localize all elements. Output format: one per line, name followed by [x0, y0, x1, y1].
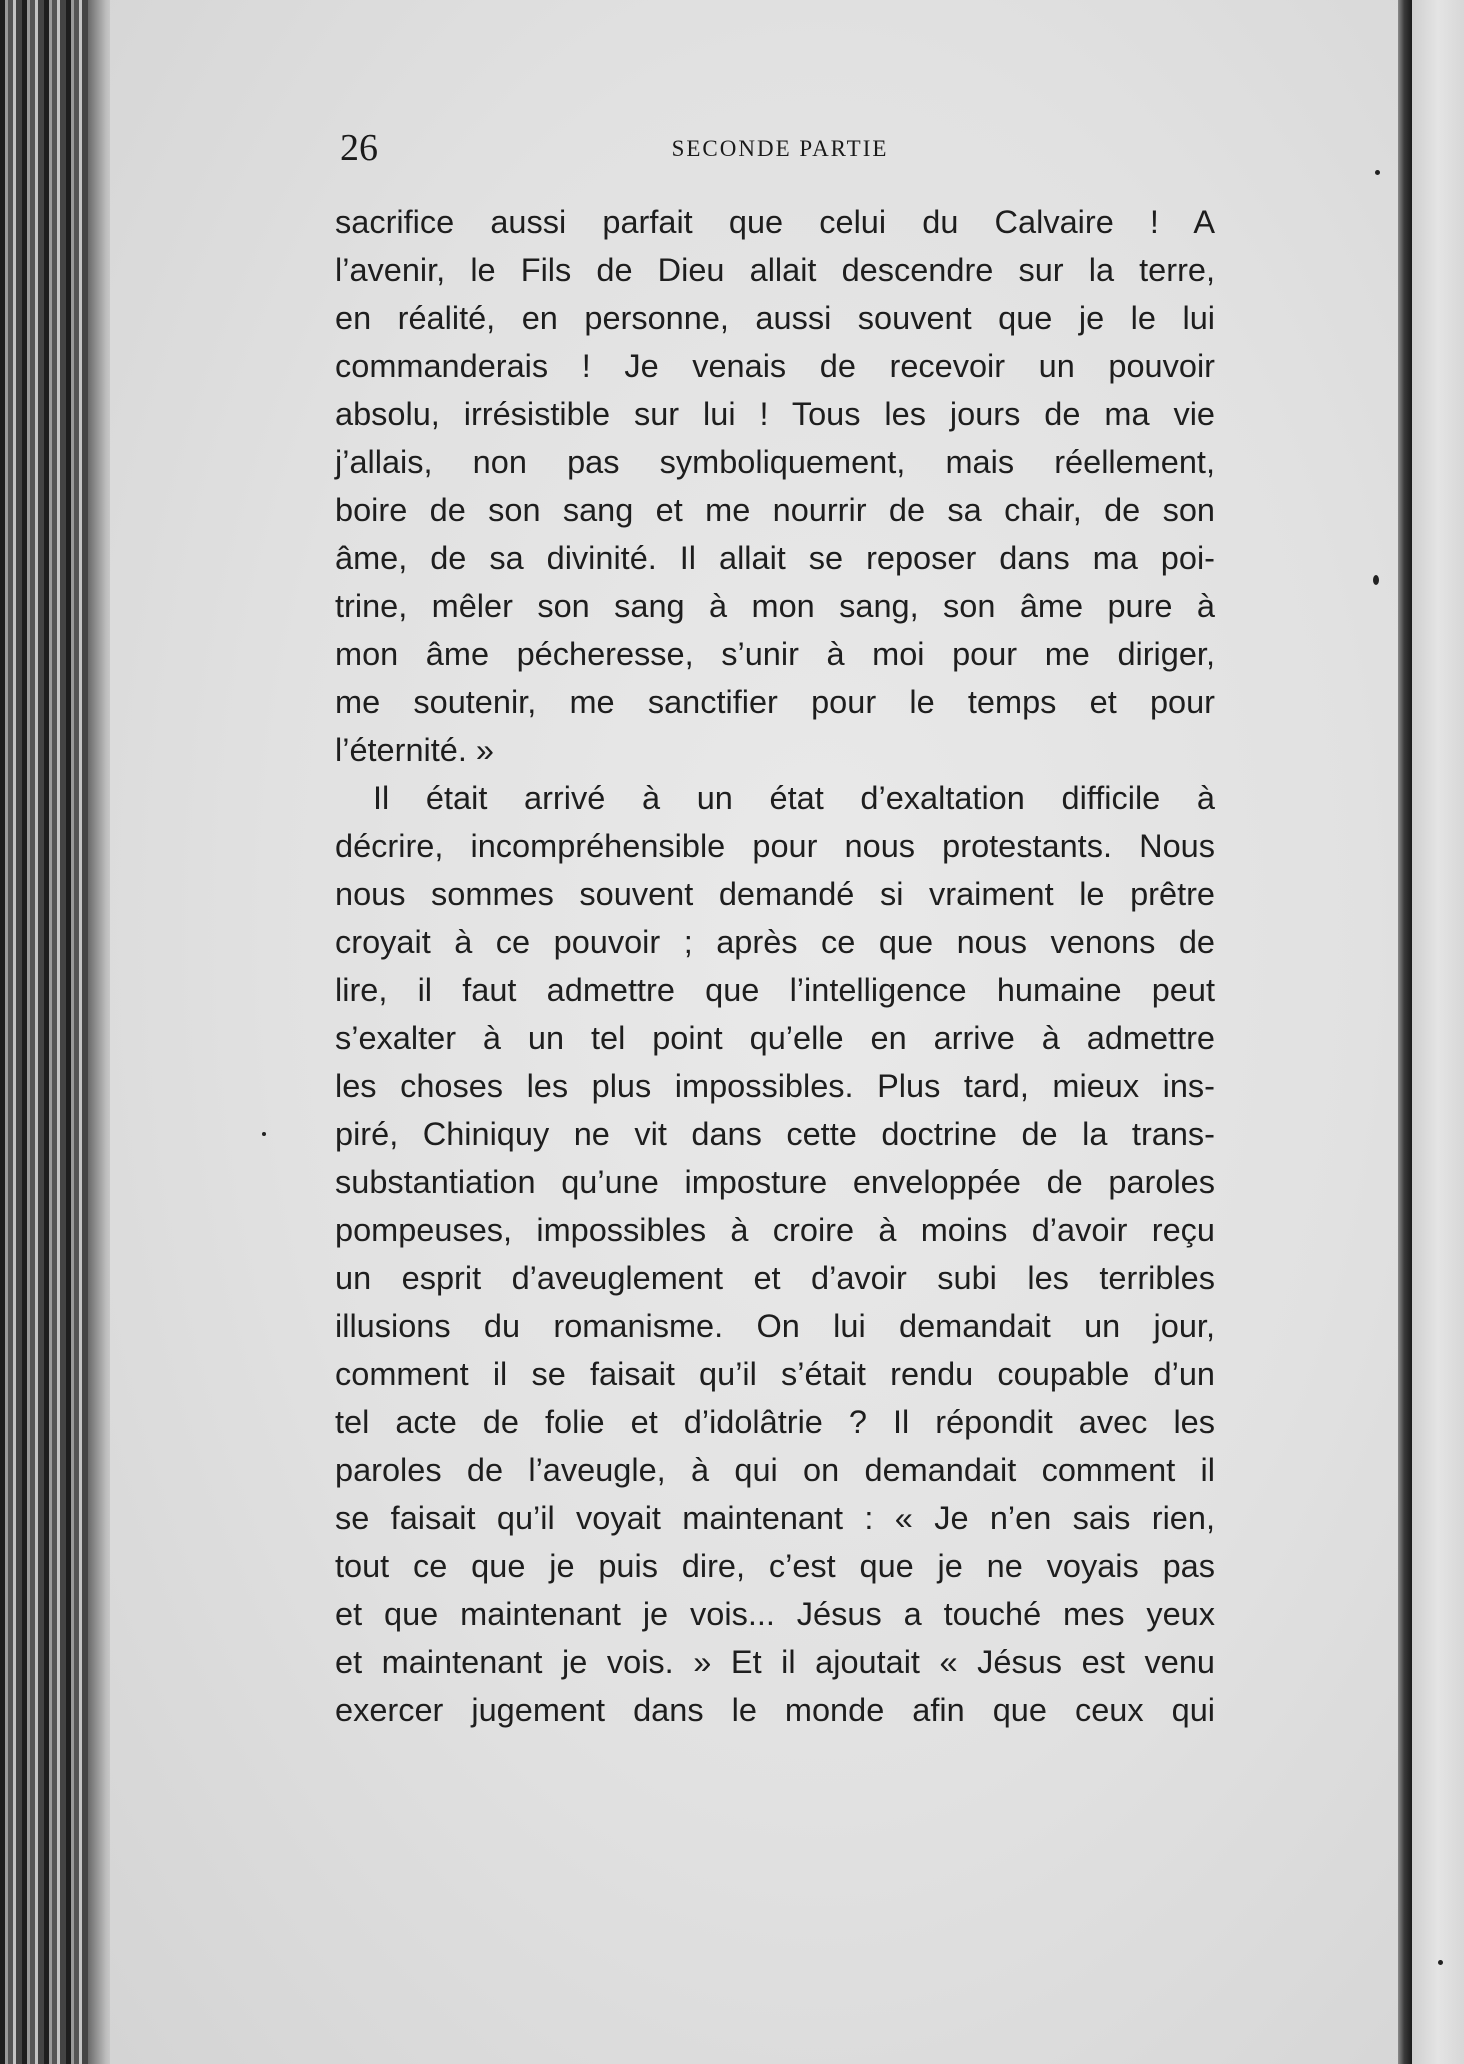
text-line: sacrifice aussi parfait que celui du Calvaire ! A	[335, 204, 1215, 240]
text-line: j’allais, non pas symboliquement, mais réellement,	[335, 444, 1215, 480]
text-line: absolu, irrésistible sur lui ! Tous les jours de ma vie	[335, 396, 1215, 432]
page-number: 26	[340, 127, 378, 169]
text-line: me soutenir, me sanctifier pour le temps et pour	[335, 684, 1215, 720]
text-line: commanderais ! Je venais de recevoir un pouvoir	[335, 348, 1215, 384]
text-line: paroles de l’aveugle, à qui on demandait comment il	[335, 1452, 1215, 1488]
text-line: piré, Chiniquy ne vit dans cette doctrine de la trans-	[335, 1116, 1215, 1152]
text-line: l’éternité. »	[335, 732, 494, 768]
text-line: tout ce que je puis dire, c’est que je ne voyais pas	[335, 1548, 1215, 1584]
text-line: décrire, incompréhensible pour nous protestants. Nous	[335, 828, 1215, 864]
text-line: l’avenir, le Fils de Dieu allait descendre sur la terre,	[335, 252, 1215, 288]
text-line: nous sommes souvent demandé si vraiment le prêtre	[335, 876, 1215, 912]
running-title: SECONDE PARTIE	[671, 136, 889, 161]
text-line: substantiation qu’une imposture enveloppée de paroles	[335, 1164, 1215, 1200]
text-line: pompeuses, impossibles à croire à moins d’avoir reçu	[335, 1212, 1215, 1248]
text-line: les choses les plus impossibles. Plus tard, mieux ins-	[335, 1068, 1215, 1104]
text-line: âme, de sa divinité. Il allait se reposer dans ma poi-	[335, 540, 1215, 576]
body-text	[335, 198, 1215, 1734]
text-line: se faisait qu’il voyait maintenant : « Je n’en sais rien,	[335, 1500, 1215, 1536]
text-line: exercer jugement dans le monde afin que ceux qui	[335, 1692, 1215, 1728]
text-line: croyait à ce pouvoir ; après ce que nous venons de	[335, 924, 1215, 960]
paragraph-1	[335, 198, 1215, 774]
text-line: illusions du romanisme. On lui demandait un jour,	[335, 1308, 1215, 1344]
binding-edge	[1398, 0, 1412, 2064]
text-line: mon âme pécheresse, s’unir à moi pour me diriger,	[335, 636, 1215, 672]
text-line: et maintenant je vois. » Et il ajoutait « Jésus est venu	[335, 1644, 1215, 1680]
text-line: trine, mêler son sang à mon sang, son âme pure à	[335, 588, 1215, 624]
stacked-page-edges	[0, 0, 100, 2064]
adjacent-page-edge	[1412, 0, 1464, 2064]
text-line: et que maintenant je vois... Jésus a touché mes yeux	[335, 1596, 1215, 1632]
text-line: un esprit d’aveuglement et d’avoir subi les terribles	[335, 1260, 1215, 1296]
text-line: Il était arrivé à un état d’exaltation difficile à	[373, 780, 1215, 816]
text-line: tel acte de folie et d’idolâtrie ? Il répondit avec les	[335, 1404, 1215, 1440]
paper-speck	[262, 1132, 266, 1136]
paragraph-2	[335, 774, 1215, 1734]
text-line: comment il se faisait qu’il s’était rendu coupable d’un	[335, 1356, 1215, 1392]
paper-speck	[1375, 170, 1380, 175]
page-header	[340, 118, 1220, 178]
text-line: en réalité, en personne, aussi souvent que je le lui	[335, 300, 1215, 336]
paper-speck	[1373, 575, 1379, 585]
text-line: lire, il faut admettre que l’intelligence humaine peut	[335, 972, 1215, 1008]
text-line: boire de son sang et me nourrir de sa chair, de son	[335, 492, 1215, 528]
text-line: s’exalter à un tel point qu’elle en arrive à admettre	[335, 1020, 1215, 1056]
paper-speck	[1438, 1960, 1443, 1965]
